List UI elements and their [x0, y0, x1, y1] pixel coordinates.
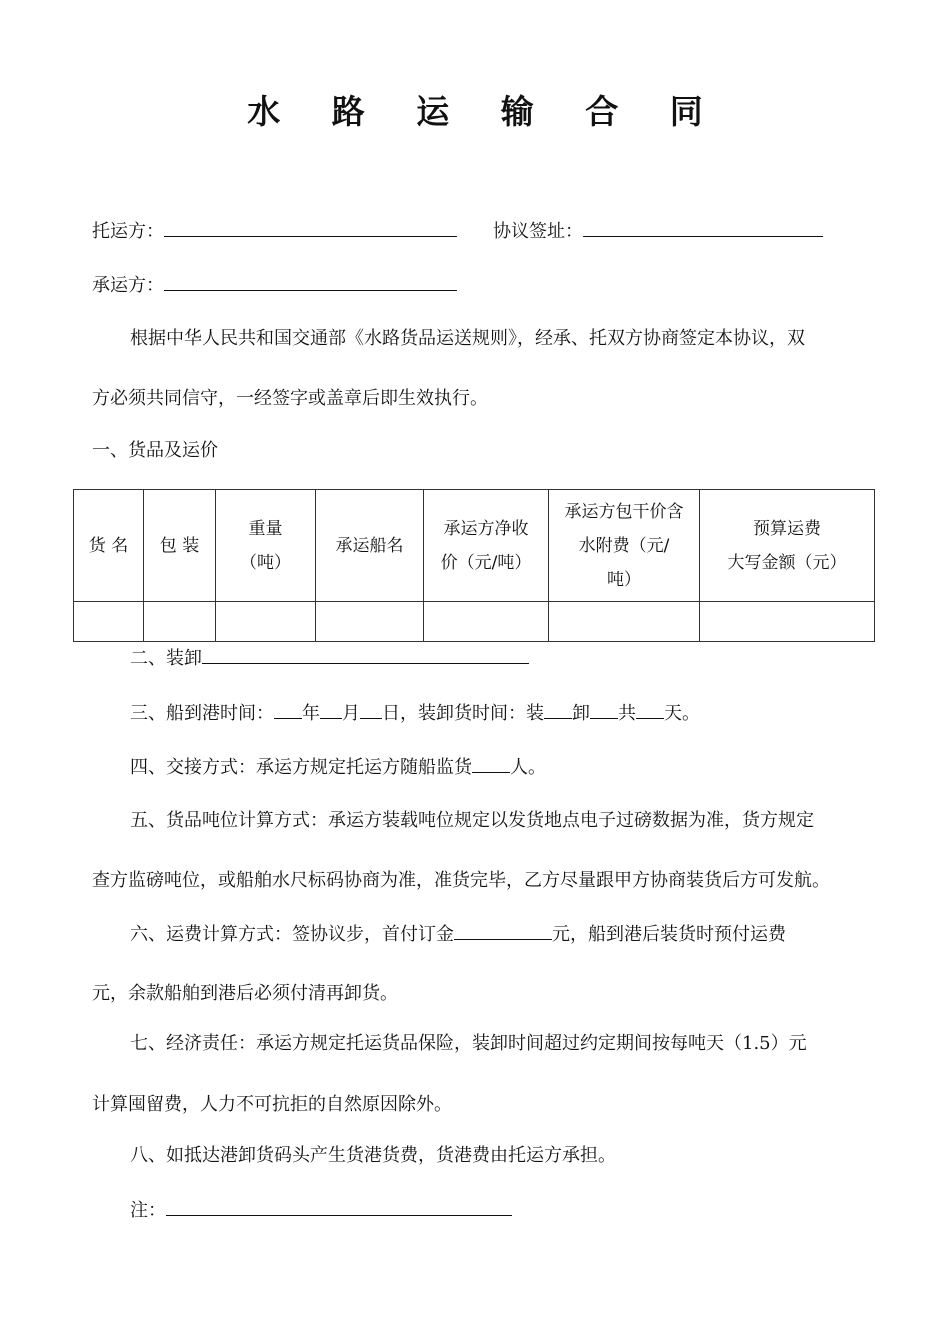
carrier-line	[92, 272, 457, 298]
loading-field[interactable]	[202, 645, 529, 664]
section8-line: 八、如抵达港卸货码头产生货港货费，货港费由托运方承担。	[130, 1145, 616, 1166]
section2-label: 二、装卸	[130, 648, 202, 669]
table-cell[interactable]	[700, 602, 875, 642]
table-cell[interactable]	[549, 602, 700, 642]
load-days-field[interactable]	[544, 700, 572, 719]
deposit-field[interactable]	[454, 921, 552, 940]
column-header: 承运船名	[316, 490, 424, 602]
section6-suffix: 元，船到港后装货时预付运费	[552, 924, 786, 945]
column-header: 承运方净收 价（元/吨）	[424, 490, 549, 602]
year-field[interactable]	[274, 700, 302, 719]
section5-line-2: 查方监磅吨位，或船舶水尺标码协商为准，准货完毕，乙方尽量跟甲方协商装货后方可发航。	[92, 870, 830, 891]
month-label: 月	[342, 703, 360, 724]
shipper-line	[92, 218, 457, 244]
column-header: 重量 （吨）	[216, 490, 316, 602]
section4-suffix: 人。	[510, 757, 546, 778]
carrier-field[interactable]	[164, 272, 457, 291]
table-row	[74, 602, 875, 642]
column-header: 承运方包干价含 水附费（元/ 吨）	[549, 490, 700, 602]
goods-table	[73, 489, 875, 642]
table-header-row	[74, 490, 875, 602]
unload-days-field[interactable]	[590, 700, 618, 719]
intro-line-1: 根据中华人民共和国交通部《水路货品运送规则》，经承、托双方协商签定本协议，双	[130, 328, 805, 349]
year-label: 年	[302, 703, 320, 724]
days-label: 天。	[664, 703, 700, 724]
table-cell[interactable]	[316, 602, 424, 642]
sign-place-line	[493, 218, 823, 244]
shipper-label: 托运方：	[92, 221, 164, 242]
document-title: 水 路 运 输 合 同	[247, 92, 723, 131]
section4-line	[130, 754, 546, 780]
day-label: 日，装卸货时间：装	[382, 703, 544, 724]
column-header: 包 装	[144, 490, 216, 602]
table-cell[interactable]	[424, 602, 549, 642]
section3-prefix: 三、船到港时间：	[130, 703, 274, 724]
carrier-label: 承运方：	[92, 275, 164, 296]
note-label: 注：	[130, 1200, 166, 1221]
section4-prefix: 四、交接方式：承运方规定托运方随船监货	[130, 757, 472, 778]
total-label: 共	[618, 703, 636, 724]
column-header: 货 名	[74, 490, 144, 602]
section6-line-1	[130, 921, 786, 947]
section2-line	[130, 645, 529, 671]
shipper-field[interactable]	[164, 218, 457, 237]
intro-line-2: 方必须共同信守，一经签字或盖章后即生效执行。	[92, 388, 488, 409]
note-field[interactable]	[166, 1197, 512, 1216]
day-field[interactable]	[360, 700, 382, 719]
month-field[interactable]	[320, 700, 342, 719]
sign-place-label: 协议签址：	[493, 221, 583, 242]
section5-line-1: 五、货品吨位计算方式：承运方装载吨位规定以发货地点电子过磅数据为准，货方规定	[130, 810, 814, 831]
sign-place-field[interactable]	[583, 218, 823, 237]
table-cell[interactable]	[74, 602, 144, 642]
section7-line-2: 计算囤留费，人力不可抗拒的自然原因除外。	[92, 1094, 452, 1115]
section1-heading: 一、货品及运价	[92, 440, 218, 461]
total-days-field[interactable]	[636, 700, 664, 719]
table-cell[interactable]	[216, 602, 316, 642]
escort-count-field[interactable]	[472, 754, 510, 773]
unload-label: 卸	[572, 703, 590, 724]
note-line	[130, 1197, 512, 1223]
section7-line-1: 七、经济责任：承运方规定托运货品保险，装卸时间超过约定期间按每吨天（1.5）元	[130, 1033, 807, 1054]
column-header: 预算运费 大写金额（元）	[700, 490, 875, 602]
section6-line-2: 元，余款船舶到港后必须付清再卸货。	[92, 983, 398, 1004]
section3-line	[130, 700, 700, 726]
section6-prefix: 六、运费计算方式：签协议步，首付订金	[130, 924, 454, 945]
table-cell[interactable]	[144, 602, 216, 642]
